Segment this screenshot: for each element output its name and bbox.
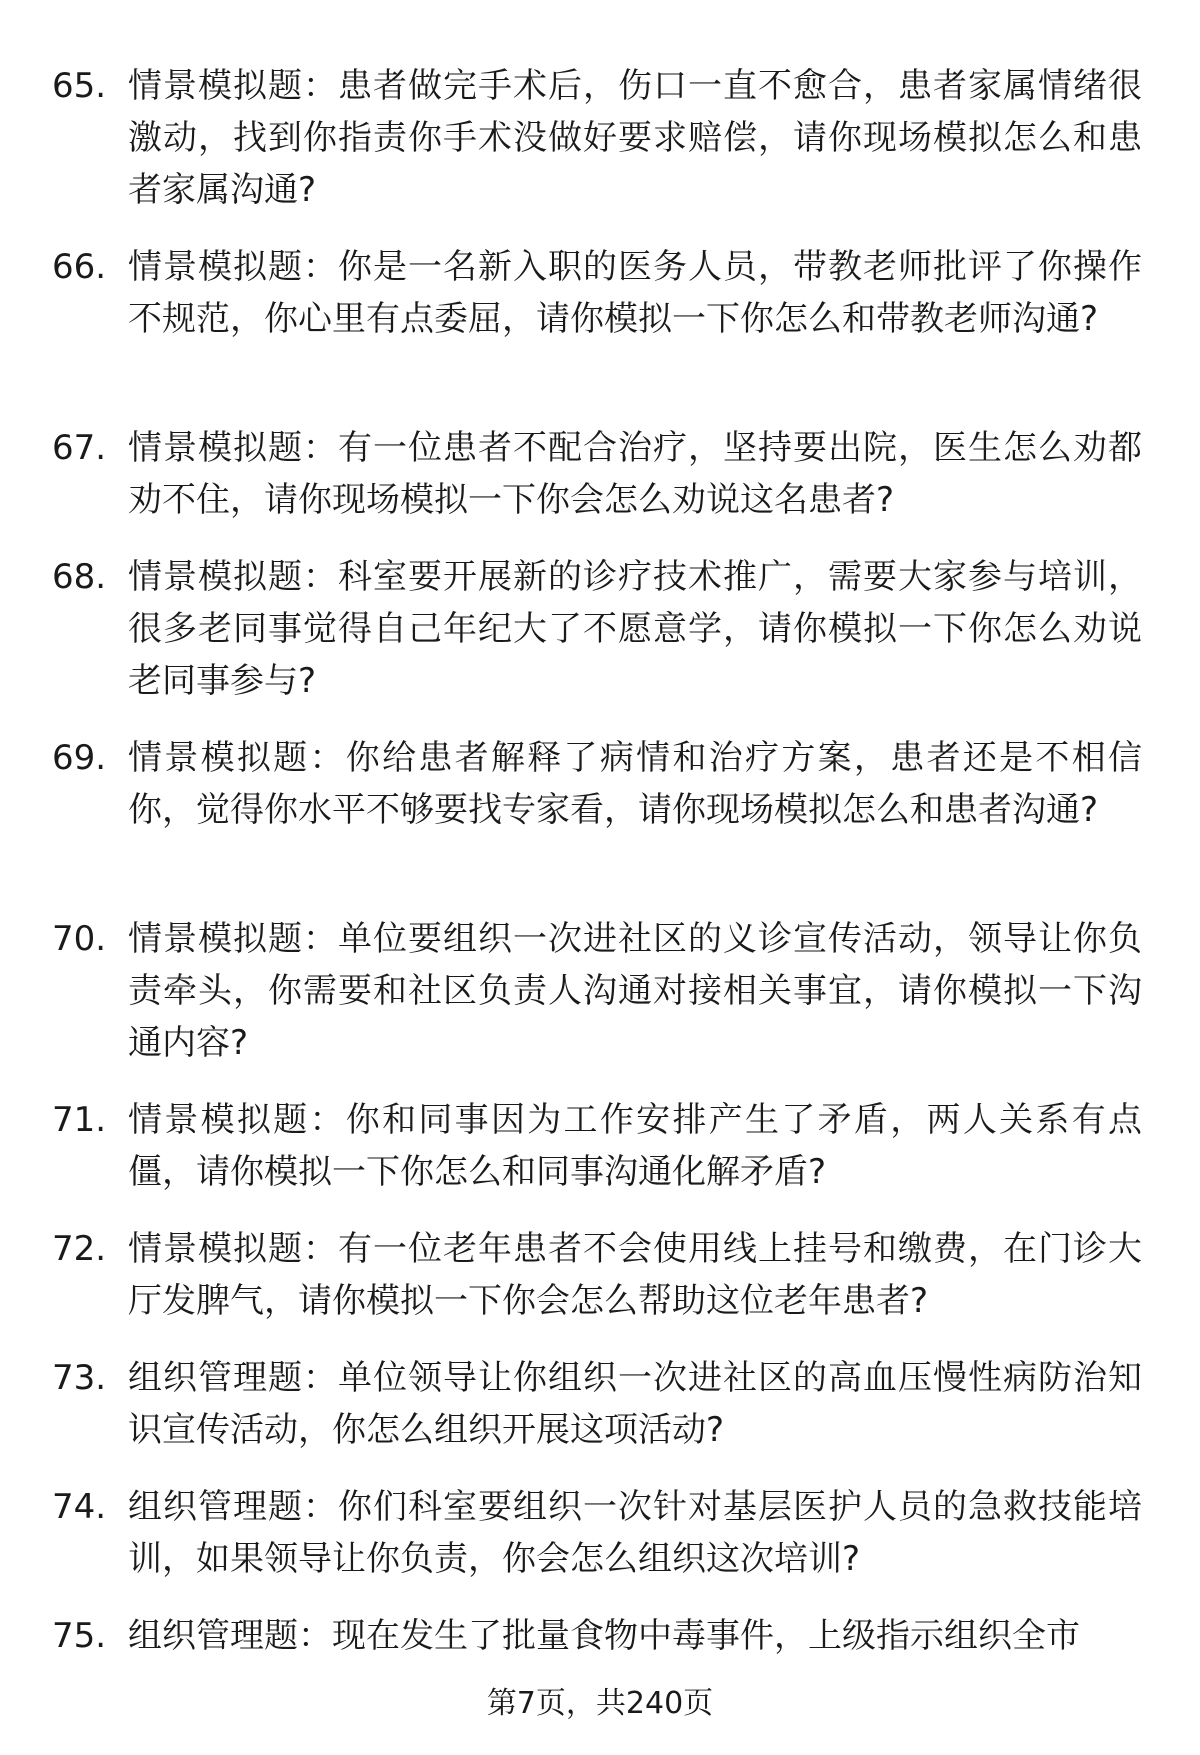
question-number: 65. <box>52 66 107 106</box>
question-text: 组织管理题：现在发生了批量食物中毒事件，上级指示组织全市 <box>128 1616 1080 1656</box>
question-item-71 <box>52 1094 1142 1198</box>
question-text: 组织管理题：你们科室要组织一次针对基层医护人员的急救技能培训，如果领导让你负责，你会怎么组织这次培训? <box>128 1487 1142 1579</box>
question-text: 情景模拟题：你是一名新入职的医务人员，带教老师批评了你操作不规范，你心里有点委屈，请你模拟一下你怎么和带教老师沟通? <box>128 247 1142 339</box>
question-item-72 <box>52 1223 1142 1327</box>
question-number: 70. <box>52 919 107 959</box>
question-number: 72. <box>52 1229 107 1269</box>
question-number: 69. <box>52 738 107 778</box>
question-item-75 <box>52 1610 1142 1662</box>
question-item-67 <box>52 422 1142 526</box>
question-item-74 <box>52 1481 1142 1585</box>
question-number: 66. <box>52 247 107 287</box>
question-number: 67. <box>52 428 107 468</box>
question-text: 情景模拟题：患者做完手术后，伤口一直不愈合，患者家属情绪很激动，找到你指责你手术没做好要求赔偿，请你现场模拟怎么和患者家属沟通? <box>128 66 1142 210</box>
question-item-70 <box>52 913 1142 1069</box>
question-text: 情景模拟题：单位要组织一次进社区的义诊宣传活动，领导让你负责牵头，你需要和社区负责人沟通对接相关事宜，请你模拟一下沟通内容? <box>128 919 1142 1063</box>
question-text: 情景模拟题：你和同事因为工作安排产生了矛盾，两人关系有点僵，请你模拟一下你怎么和同事沟通化解矛盾? <box>128 1100 1142 1192</box>
question-number: 73. <box>52 1358 107 1398</box>
question-number: 71. <box>52 1100 107 1140</box>
question-item-69 <box>52 732 1142 888</box>
question-item-66 <box>52 241 1142 397</box>
question-item-73 <box>52 1352 1142 1456</box>
question-item-65 <box>52 60 1142 216</box>
question-text: 组织管理题：单位领导让你组织一次进社区的高血压慢性病防治知识宣传活动，你怎么组织开展这项活动? <box>128 1358 1142 1450</box>
page-footer: 第7页，共240页 <box>486 1686 714 1721</box>
question-number: 68. <box>52 557 107 597</box>
question-list <box>52 60 1142 1687</box>
question-text: 情景模拟题：你给患者解释了病情和治疗方案，患者还是不相信你，觉得你水平不够要找专家看，请你现场模拟怎么和患者沟通? <box>128 738 1142 830</box>
question-number: 74. <box>52 1487 107 1527</box>
question-item-68 <box>52 551 1142 707</box>
question-text: 情景模拟题：科室要开展新的诊疗技术推广，需要大家参与培训，很多老同事觉得自己年纪大了不愿意学，请你模拟一下你怎么劝说老同事参与? <box>128 557 1142 701</box>
question-text: 情景模拟题：有一位老年患者不会使用线上挂号和缴费，在门诊大厅发脾气，请你模拟一下你会怎么帮助这位老年患者? <box>128 1229 1142 1321</box>
question-number: 75. <box>52 1616 107 1656</box>
question-text: 情景模拟题：有一位患者不配合治疗，坚持要出院，医生怎么劝都劝不住，请你现场模拟一下你会怎么劝说这名患者? <box>128 428 1142 520</box>
